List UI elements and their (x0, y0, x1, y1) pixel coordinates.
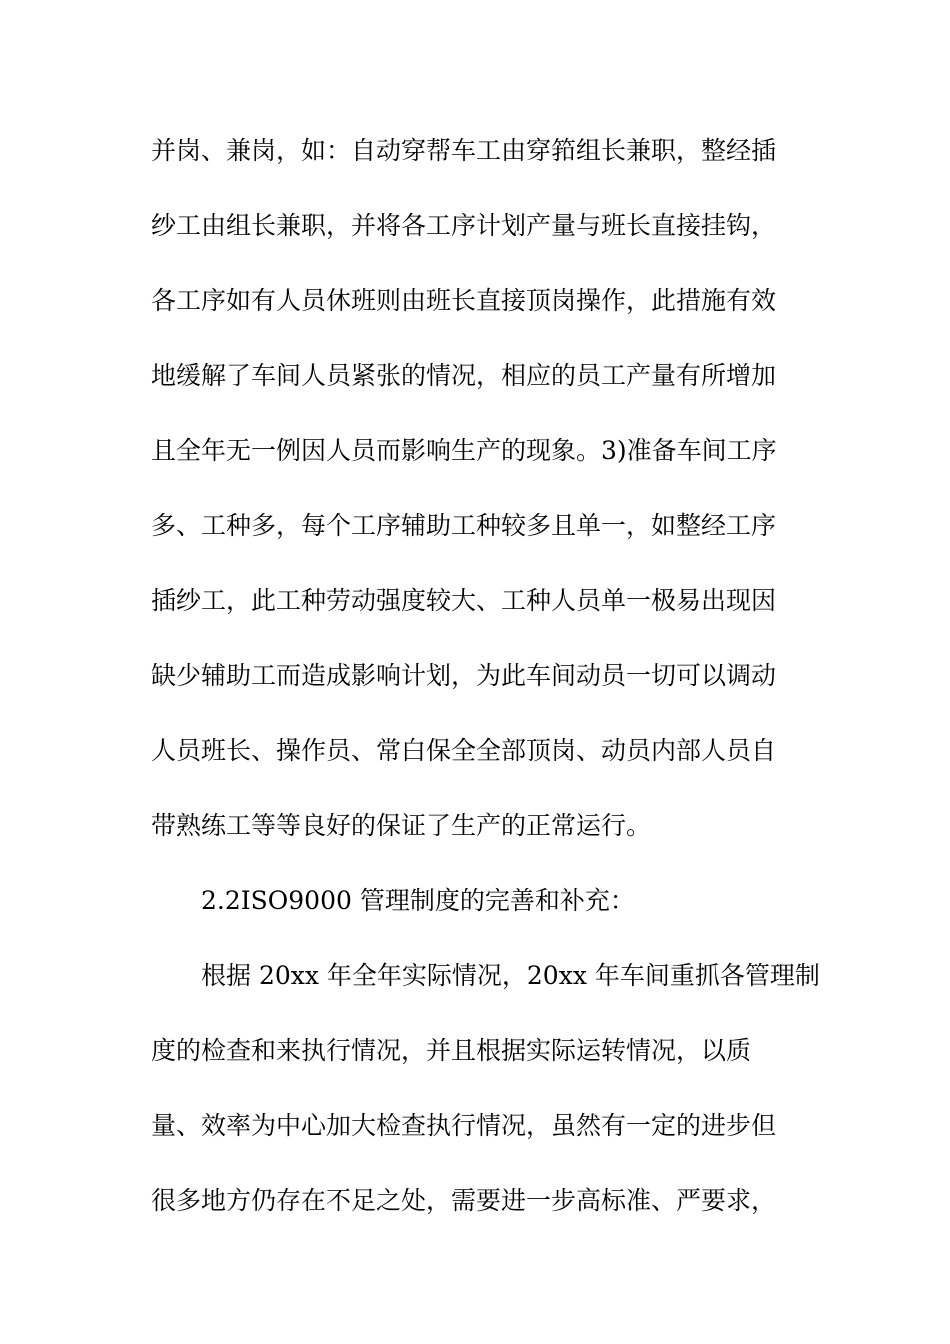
section-heading: 2.2ISO9000 管理制度的完善和补充： (201, 886, 635, 915)
text-line: 且全年无一例因人员而影响生产的现象。3)准备车间工序 (151, 436, 777, 465)
text-line: 量、效率为中心加大检查执行情况，虽然有一定的进步但 (151, 1111, 777, 1140)
text-line: 度的检查和来执行情况，并且根据实际运转情况，以质 (151, 1036, 752, 1065)
text-line: 插纱工，此工种劳动强度较大、工种人员单一极易出现因 (151, 586, 777, 615)
text-line: 带熟练工等等良好的保证了生产的正常运行。 (151, 811, 652, 840)
text-line: 多、工种多，每个工序辅助工种较多且单一，如整经工序 (151, 511, 777, 540)
text-line: 很多地方仍存在不足之处，需要进一步高标准、严要求， (151, 1186, 777, 1215)
text-line: 各工序如有人员休班则由班长直接顶岗操作，此措施有效 (151, 286, 777, 315)
text-line: 地缓解了车间人员紧张的情况，相应的员工产量有所增加 (151, 361, 777, 390)
text-line: 缺少辅助工而造成影响计划，为此车间动员一切可以调动 (151, 661, 777, 690)
text-line: 人员班长、操作员、常白保全全部顶岗、动员内部人员自 (151, 736, 777, 765)
text-line: 纱工由组长兼职，并将各工序计划产量与班长直接挂钩， (151, 211, 777, 240)
body-text (151, 128, 820, 1253)
text-line: 根据 20xx 年全年实际情况，20xx 年车间重抓各管理制 (201, 961, 820, 990)
text-line: 并岗、兼岗，如：自动穿帮车工由穿筘组长兼职，整经插 (151, 136, 777, 165)
